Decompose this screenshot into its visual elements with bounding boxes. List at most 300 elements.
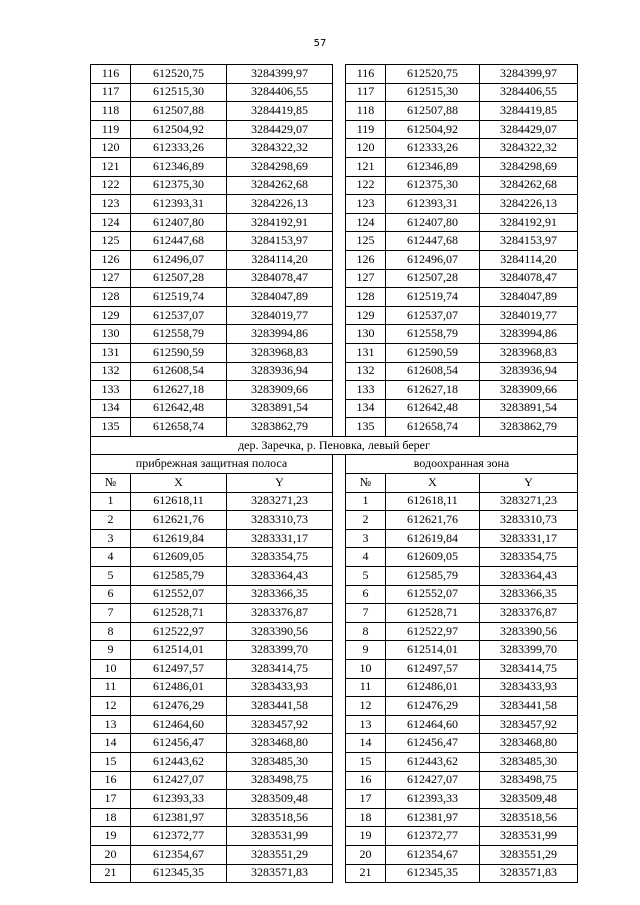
left-y-coordinate: 3284192,91	[227, 213, 333, 232]
column-gap	[333, 176, 346, 195]
left-point-number: 18	[91, 808, 131, 827]
column-gap	[333, 250, 346, 269]
left-x-coordinate: 612619,84	[131, 529, 227, 548]
column-gap	[333, 83, 346, 102]
left-y-coordinate: 3283968,83	[227, 343, 333, 362]
column-gap	[333, 641, 346, 660]
left-x-coordinate: 612375,30	[131, 176, 227, 195]
left-point-number: 133	[91, 381, 131, 400]
column-gap	[333, 381, 346, 400]
right-x-coordinate: 612658,74	[386, 418, 480, 437]
left-point-number: 8	[91, 622, 131, 641]
right-x-coordinate: 612354,67	[386, 845, 480, 864]
table-row	[91, 306, 578, 325]
table-row	[91, 288, 578, 307]
first-coordinates-block	[91, 65, 578, 437]
right-y-coordinate: 3284192,91	[480, 213, 578, 232]
right-point-number: 15	[346, 752, 386, 771]
right-x-coordinate: 612393,31	[386, 195, 480, 214]
right-header-y: Y	[480, 474, 578, 493]
right-point-number: 5	[346, 567, 386, 586]
right-y-coordinate: 3283366,35	[480, 585, 578, 604]
right-point-number: 14	[346, 734, 386, 753]
left-point-number: 127	[91, 269, 131, 288]
left-x-coordinate: 612537,07	[131, 306, 227, 325]
right-x-coordinate: 612476,29	[386, 697, 480, 716]
left-x-coordinate: 612443,62	[131, 752, 227, 771]
table-row	[91, 102, 578, 121]
right-x-coordinate: 612345,35	[386, 864, 480, 883]
right-x-coordinate: 612497,57	[386, 660, 480, 679]
right-x-coordinate: 612456,47	[386, 734, 480, 753]
right-x-coordinate: 612590,59	[386, 343, 480, 362]
right-x-coordinate: 612627,18	[386, 381, 480, 400]
right-y-coordinate: 3284298,69	[480, 157, 578, 176]
left-point-number: 116	[91, 65, 131, 84]
left-y-coordinate: 3283936,94	[227, 362, 333, 381]
right-y-coordinate: 3284322,32	[480, 139, 578, 158]
right-y-coordinate: 3283433,93	[480, 678, 578, 697]
left-x-coordinate: 612447,68	[131, 232, 227, 251]
left-x-coordinate: 612427,07	[131, 771, 227, 790]
right-x-coordinate: 612608,54	[386, 362, 480, 381]
column-gap	[333, 752, 346, 771]
right-x-coordinate: 612528,71	[386, 604, 480, 623]
right-point-number: 127	[346, 269, 386, 288]
left-header-number: №	[91, 474, 131, 493]
right-x-coordinate: 612333,26	[386, 139, 480, 158]
table-row	[91, 120, 578, 139]
left-x-coordinate: 612486,01	[131, 678, 227, 697]
left-point-number: 11	[91, 678, 131, 697]
left-x-coordinate: 612507,88	[131, 102, 227, 121]
right-y-coordinate: 3284419,85	[480, 102, 578, 121]
table-row	[91, 585, 578, 604]
left-y-coordinate: 3283485,30	[227, 752, 333, 771]
left-header-x: X	[131, 474, 227, 493]
right-point-number: 2	[346, 511, 386, 530]
table-row	[91, 604, 578, 623]
column-gap	[333, 418, 346, 437]
left-y-coordinate: 3284226,13	[227, 195, 333, 214]
left-point-number: 132	[91, 362, 131, 381]
column-gap	[333, 585, 346, 604]
column-gap	[333, 604, 346, 623]
left-x-coordinate: 612621,76	[131, 511, 227, 530]
right-y-coordinate: 3283441,58	[480, 697, 578, 716]
left-point-number: 124	[91, 213, 131, 232]
column-gap	[333, 102, 346, 121]
left-y-coordinate: 3283531,99	[227, 827, 333, 846]
left-x-coordinate: 612393,31	[131, 195, 227, 214]
right-point-number: 17	[346, 790, 386, 809]
left-x-coordinate: 612618,11	[131, 492, 227, 511]
table-row	[91, 511, 578, 530]
right-x-coordinate: 612346,89	[386, 157, 480, 176]
second-coordinates-block	[91, 492, 578, 882]
left-y-coordinate: 3284419,85	[227, 102, 333, 121]
left-point-number: 4	[91, 548, 131, 567]
left-point-number: 126	[91, 250, 131, 269]
right-point-number: 133	[346, 381, 386, 400]
table-row	[91, 808, 578, 827]
left-x-coordinate: 612514,01	[131, 641, 227, 660]
left-y-coordinate: 3284429,07	[227, 120, 333, 139]
left-point-number: 15	[91, 752, 131, 771]
left-x-coordinate: 612585,79	[131, 567, 227, 586]
left-header-y: Y	[227, 474, 333, 493]
table-row	[91, 362, 578, 381]
table-row	[91, 641, 578, 660]
right-x-coordinate: 612520,75	[386, 65, 480, 84]
left-y-coordinate: 3283376,87	[227, 604, 333, 623]
left-y-coordinate: 3284047,89	[227, 288, 333, 307]
column-gap	[333, 120, 346, 139]
right-x-coordinate: 612585,79	[386, 567, 480, 586]
right-point-number: 121	[346, 157, 386, 176]
column-gap	[333, 734, 346, 753]
left-point-number: 121	[91, 157, 131, 176]
right-point-number: 9	[346, 641, 386, 660]
left-y-coordinate: 3283331,17	[227, 529, 333, 548]
column-gap	[333, 864, 346, 883]
right-y-coordinate: 3283390,56	[480, 622, 578, 641]
right-x-coordinate: 612393,33	[386, 790, 480, 809]
table-row	[91, 697, 578, 716]
left-point-number: 17	[91, 790, 131, 809]
left-point-number: 19	[91, 827, 131, 846]
column-gap	[333, 362, 346, 381]
left-y-coordinate: 3283364,43	[227, 567, 333, 586]
column-gap	[333, 715, 346, 734]
right-x-coordinate: 612464,60	[386, 715, 480, 734]
left-y-coordinate: 3283994,86	[227, 325, 333, 344]
right-x-coordinate: 612618,11	[386, 492, 480, 511]
right-x-coordinate: 612619,84	[386, 529, 480, 548]
left-x-coordinate: 612627,18	[131, 381, 227, 400]
left-y-coordinate: 3283509,48	[227, 790, 333, 809]
column-gap	[333, 139, 346, 158]
left-point-number: 119	[91, 120, 131, 139]
right-point-number: 129	[346, 306, 386, 325]
table-row	[91, 715, 578, 734]
left-point-number: 3	[91, 529, 131, 548]
right-y-coordinate: 3283571,83	[480, 864, 578, 883]
right-point-number: 116	[346, 65, 386, 84]
left-y-coordinate: 3283551,29	[227, 845, 333, 864]
right-point-number: 130	[346, 325, 386, 344]
left-x-coordinate: 612590,59	[131, 343, 227, 362]
right-point-number: 135	[346, 418, 386, 437]
left-point-number: 131	[91, 343, 131, 362]
table-row	[91, 492, 578, 511]
left-point-number: 2	[91, 511, 131, 530]
left-x-coordinate: 612658,74	[131, 418, 227, 437]
left-x-coordinate: 612372,77	[131, 827, 227, 846]
right-x-coordinate: 612515,30	[386, 83, 480, 102]
right-y-coordinate: 3284078,47	[480, 269, 578, 288]
right-point-number: 134	[346, 399, 386, 418]
table-row	[91, 678, 578, 697]
table-row	[91, 325, 578, 344]
right-point-number: 12	[346, 697, 386, 716]
right-x-coordinate: 612522,97	[386, 622, 480, 641]
right-point-number: 4	[346, 548, 386, 567]
table-row	[91, 176, 578, 195]
column-gap	[333, 567, 346, 586]
left-point-number: 123	[91, 195, 131, 214]
left-point-number: 6	[91, 585, 131, 604]
left-x-coordinate: 612608,54	[131, 362, 227, 381]
left-point-number: 128	[91, 288, 131, 307]
right-x-coordinate: 612486,01	[386, 678, 480, 697]
left-y-coordinate: 3283390,56	[227, 622, 333, 641]
column-gap	[333, 474, 346, 493]
table-row	[91, 343, 578, 362]
left-point-number: 5	[91, 567, 131, 586]
right-point-number: 118	[346, 102, 386, 121]
left-y-coordinate: 3283271,23	[227, 492, 333, 511]
column-gap	[333, 790, 346, 809]
left-y-coordinate: 3284114,20	[227, 250, 333, 269]
right-x-coordinate: 612443,62	[386, 752, 480, 771]
table-row	[91, 418, 578, 437]
right-y-coordinate: 3284226,13	[480, 195, 578, 214]
left-x-coordinate: 612407,80	[131, 213, 227, 232]
table-row	[91, 845, 578, 864]
column-gap	[333, 492, 346, 511]
right-x-coordinate: 612407,80	[386, 213, 480, 232]
table-row	[91, 381, 578, 400]
left-y-coordinate: 3284153,97	[227, 232, 333, 251]
left-y-coordinate: 3283310,73	[227, 511, 333, 530]
right-x-coordinate: 612621,76	[386, 511, 480, 530]
left-point-number: 1	[91, 492, 131, 511]
right-x-coordinate: 612504,92	[386, 120, 480, 139]
right-y-coordinate: 3284019,77	[480, 306, 578, 325]
right-point-number: 125	[346, 232, 386, 251]
left-x-coordinate: 612552,07	[131, 585, 227, 604]
left-point-number: 129	[91, 306, 131, 325]
right-point-number: 123	[346, 195, 386, 214]
column-gap	[333, 325, 346, 344]
right-x-coordinate: 612552,07	[386, 585, 480, 604]
left-x-coordinate: 612522,97	[131, 622, 227, 641]
table-row	[91, 734, 578, 753]
column-gap	[333, 65, 346, 84]
right-y-coordinate: 3284047,89	[480, 288, 578, 307]
page-number: 57	[313, 38, 327, 49]
right-point-number: 10	[346, 660, 386, 679]
right-x-coordinate: 612375,30	[386, 176, 480, 195]
right-point-number: 6	[346, 585, 386, 604]
table-row	[91, 622, 578, 641]
table-row	[91, 529, 578, 548]
column-gap	[333, 511, 346, 530]
column-gap	[333, 343, 346, 362]
second-block-header	[91, 436, 578, 492]
column-gap	[333, 660, 346, 679]
column-gap	[333, 306, 346, 325]
left-point-number: 122	[91, 176, 131, 195]
right-x-coordinate: 612427,07	[386, 771, 480, 790]
right-y-coordinate: 3283468,80	[480, 734, 578, 753]
left-y-coordinate: 3283891,54	[227, 399, 333, 418]
right-point-number: 21	[346, 864, 386, 883]
right-y-coordinate: 3284406,55	[480, 83, 578, 102]
right-y-coordinate: 3284114,20	[480, 250, 578, 269]
left-x-coordinate: 612346,89	[131, 157, 227, 176]
column-gap	[333, 808, 346, 827]
table-row	[91, 83, 578, 102]
left-x-coordinate: 612497,57	[131, 660, 227, 679]
left-point-number: 120	[91, 139, 131, 158]
left-y-coordinate: 3283518,56	[227, 808, 333, 827]
left-y-coordinate: 3284019,77	[227, 306, 333, 325]
table-row	[91, 567, 578, 586]
left-y-coordinate: 3284406,55	[227, 83, 333, 102]
right-point-number: 117	[346, 83, 386, 102]
right-x-coordinate: 612372,77	[386, 827, 480, 846]
table-row	[91, 250, 578, 269]
table-row	[91, 771, 578, 790]
right-point-number: 128	[346, 288, 386, 307]
right-y-coordinate: 3283364,43	[480, 567, 578, 586]
left-point-number: 117	[91, 83, 131, 102]
left-y-coordinate: 3283571,83	[227, 864, 333, 883]
column-gap	[333, 157, 346, 176]
right-point-number: 132	[346, 362, 386, 381]
right-y-coordinate: 3283509,48	[480, 790, 578, 809]
right-point-number: 3	[346, 529, 386, 548]
left-x-coordinate: 612504,92	[131, 120, 227, 139]
right-x-coordinate: 612507,28	[386, 269, 480, 288]
table-row	[91, 65, 578, 84]
right-point-number: 120	[346, 139, 386, 158]
right-y-coordinate: 3283862,79	[480, 418, 578, 437]
right-y-coordinate: 3284429,07	[480, 120, 578, 139]
left-x-coordinate: 612609,05	[131, 548, 227, 567]
right-y-coordinate: 3283310,73	[480, 511, 578, 530]
right-x-coordinate: 612519,74	[386, 288, 480, 307]
right-y-coordinate: 3283531,99	[480, 827, 578, 846]
right-y-coordinate: 3284153,97	[480, 232, 578, 251]
left-x-coordinate: 612496,07	[131, 250, 227, 269]
right-point-number: 126	[346, 250, 386, 269]
left-x-coordinate: 612345,35	[131, 864, 227, 883]
left-y-coordinate: 3283366,35	[227, 585, 333, 604]
right-point-number: 13	[346, 715, 386, 734]
right-y-coordinate: 3283994,86	[480, 325, 578, 344]
left-y-coordinate: 3283468,80	[227, 734, 333, 753]
left-x-coordinate: 612354,67	[131, 845, 227, 864]
column-gap	[333, 827, 346, 846]
right-header-number: №	[346, 474, 386, 493]
right-y-coordinate: 3283891,54	[480, 399, 578, 418]
table-row	[91, 269, 578, 288]
left-point-number: 16	[91, 771, 131, 790]
left-point-number: 20	[91, 845, 131, 864]
left-point-number: 118	[91, 102, 131, 121]
right-point-number: 131	[346, 343, 386, 362]
right-y-coordinate: 3283457,92	[480, 715, 578, 734]
right-point-number: 18	[346, 808, 386, 827]
right-point-number: 16	[346, 771, 386, 790]
right-x-coordinate: 612496,07	[386, 250, 480, 269]
right-y-coordinate: 3283399,70	[480, 641, 578, 660]
left-x-coordinate: 612464,60	[131, 715, 227, 734]
right-x-coordinate: 612514,01	[386, 641, 480, 660]
table-row	[91, 548, 578, 567]
column-gap	[333, 269, 346, 288]
table-row	[91, 232, 578, 251]
left-x-coordinate: 612528,71	[131, 604, 227, 623]
column-gap	[333, 213, 346, 232]
left-point-number: 12	[91, 697, 131, 716]
right-y-coordinate: 3283331,17	[480, 529, 578, 548]
left-y-coordinate: 3284078,47	[227, 269, 333, 288]
left-point-number: 10	[91, 660, 131, 679]
table-row	[91, 752, 578, 771]
left-y-coordinate: 3283414,75	[227, 660, 333, 679]
left-point-number: 130	[91, 325, 131, 344]
right-y-coordinate: 3284399,97	[480, 65, 578, 84]
location-title: дер. Заречка, р. Пеновка, левый берег	[91, 436, 578, 455]
left-subtitle: прибрежная защитная полоса	[91, 455, 333, 474]
column-gap	[333, 195, 346, 214]
column-gap	[333, 697, 346, 716]
left-y-coordinate: 3283862,79	[227, 418, 333, 437]
table-row	[91, 790, 578, 809]
table-row	[91, 213, 578, 232]
left-point-number: 7	[91, 604, 131, 623]
left-point-number: 135	[91, 418, 131, 437]
left-y-coordinate: 3284322,32	[227, 139, 333, 158]
right-subtitle: водоохранная зона	[346, 455, 578, 474]
column-gap	[333, 399, 346, 418]
right-x-coordinate: 612537,07	[386, 306, 480, 325]
coordinates-table	[90, 64, 578, 883]
left-x-coordinate: 612520,75	[131, 65, 227, 84]
right-point-number: 1	[346, 492, 386, 511]
right-x-coordinate: 612381,97	[386, 808, 480, 827]
right-y-coordinate: 3283414,75	[480, 660, 578, 679]
left-point-number: 21	[91, 864, 131, 883]
column-gap	[333, 232, 346, 251]
column-gap	[333, 529, 346, 548]
right-y-coordinate: 3283485,30	[480, 752, 578, 771]
right-point-number: 8	[346, 622, 386, 641]
table-row	[91, 195, 578, 214]
left-x-coordinate: 612393,33	[131, 790, 227, 809]
left-x-coordinate: 612642,48	[131, 399, 227, 418]
left-point-number: 13	[91, 715, 131, 734]
table-row	[91, 864, 578, 883]
left-y-coordinate: 3283441,58	[227, 697, 333, 716]
left-x-coordinate: 612476,29	[131, 697, 227, 716]
column-gap	[333, 678, 346, 697]
left-y-coordinate: 3283433,93	[227, 678, 333, 697]
left-point-number: 134	[91, 399, 131, 418]
column-gap	[333, 622, 346, 641]
left-x-coordinate: 612456,47	[131, 734, 227, 753]
left-x-coordinate: 612507,28	[131, 269, 227, 288]
right-point-number: 124	[346, 213, 386, 232]
right-y-coordinate: 3283968,83	[480, 343, 578, 362]
column-gap	[333, 455, 346, 474]
left-x-coordinate: 612558,79	[131, 325, 227, 344]
left-point-number: 14	[91, 734, 131, 753]
